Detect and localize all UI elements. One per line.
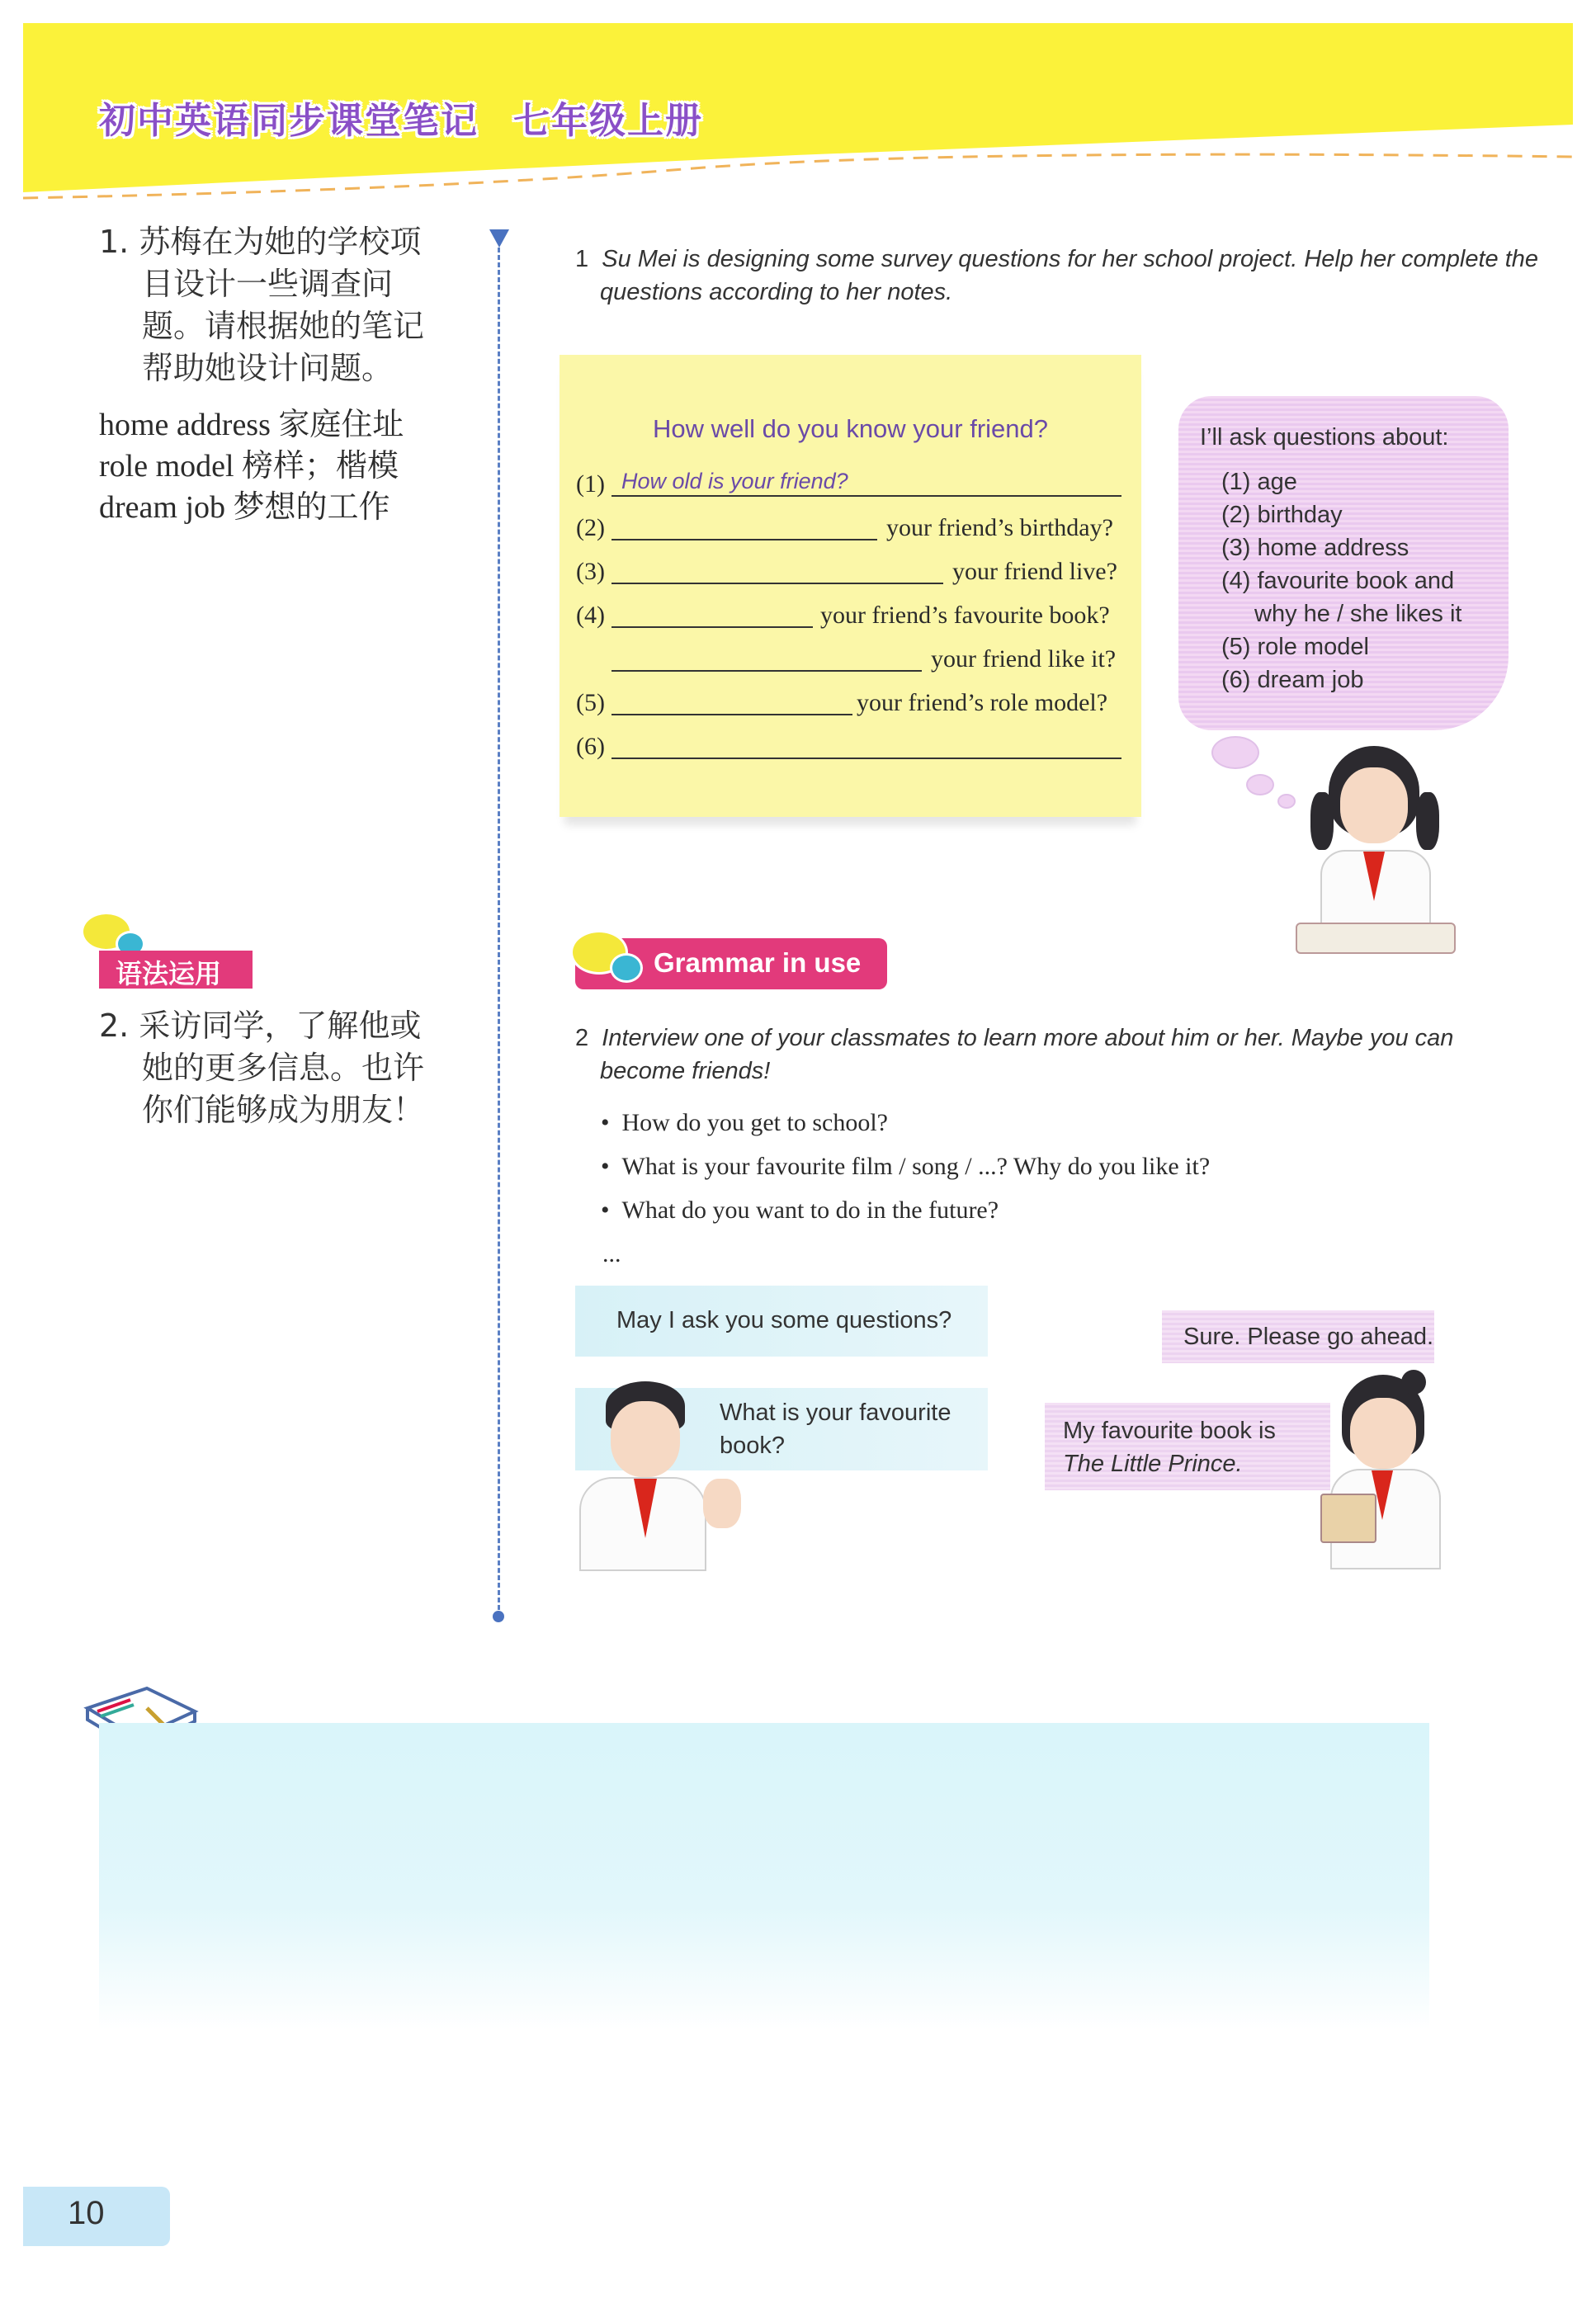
exercise1-instruction-line: questions according to her notes.: [600, 279, 953, 305]
notes-item: why he / she likes it: [1254, 601, 1462, 627]
task1-cn-line: 帮助她设计问题。: [142, 350, 394, 386]
dialogue-girl-bubble-1: [1162, 1310, 1434, 1363]
survey-item-number: (1): [576, 470, 605, 498]
survey-item-number: (4): [576, 602, 605, 629]
interview-questions: [601, 1101, 1210, 1276]
thought-dot: [1211, 736, 1259, 769]
survey-answer-blank[interactable]: [611, 558, 943, 584]
note-writing-area[interactable]: [99, 1723, 1429, 2030]
grammar-in-use-label: Grammar in use: [654, 947, 862, 978]
survey-item-tail: your friend’s favourite book?: [820, 602, 1110, 629]
dialogue-boy-bubble-1: [575, 1286, 988, 1357]
notes-thought-bubble: [1178, 396, 1509, 730]
task1-cn-instruction: [99, 221, 424, 389]
speech-bubble-small-icon: [610, 953, 643, 983]
column-divider: [498, 248, 500, 1617]
notes-list: [1221, 465, 1461, 696]
thought-dot: [1277, 794, 1296, 809]
notes-item: (5) role model: [1221, 634, 1369, 660]
glossary-item: home address 家庭住址: [99, 408, 404, 442]
task1-cn-line: 题。请根据她的笔记: [142, 308, 425, 344]
survey-answer-blank[interactable]: [611, 689, 852, 715]
survey-item-tail: your friend like it?: [931, 645, 1117, 673]
survey-item-number: (5): [576, 689, 605, 716]
survey-card: [560, 355, 1141, 817]
task2-cn-line: 2. 采访同学，了解他或: [99, 1008, 422, 1044]
boy-illustration: [571, 1380, 753, 1569]
dialogue-girl-line-2: My favourite book is The Little Prince.: [1063, 1418, 1276, 1477]
survey-answer-example: How old is your friend?: [621, 469, 848, 493]
notes-item: (3) home address: [1221, 535, 1409, 561]
survey-answer-blank[interactable]: [611, 514, 877, 540]
thought-dot: [1246, 774, 1274, 795]
grammar-badge-cn-label: 语法运用: [116, 958, 222, 989]
interview-question: • How do you get to school?: [601, 1109, 888, 1136]
survey-answer-blank[interactable]: [611, 470, 1121, 497]
exercise2-number: 2: [575, 1025, 589, 1051]
dialogue-girl-bubble-2: [1045, 1403, 1330, 1490]
survey-answer-blank[interactable]: [611, 645, 922, 672]
glossary-item: dream job 梦想的工作: [99, 490, 390, 525]
exercise1-instruction: [575, 243, 1549, 309]
exercise2-instruction-line: become friends!: [600, 1058, 771, 1084]
exercise1-number: 1: [575, 246, 589, 272]
survey-item-number: (3): [576, 558, 605, 585]
header-dashed-line: [23, 149, 1573, 215]
task2-cn-line: 你们能够成为朋友！: [142, 1092, 425, 1128]
glossary-item: role model 榜样；楷模: [99, 449, 399, 484]
survey-answer-blank[interactable]: [611, 602, 813, 628]
divider-arrow-icon: [489, 229, 509, 248]
survey-item-tail: your friend live?: [952, 558, 1117, 585]
grammar-badge-cn: [99, 951, 253, 989]
dialogue-girl-line-1: Sure. Please go ahead.: [1183, 1324, 1434, 1350]
notes-item: (2) birthday: [1221, 502, 1343, 528]
notes-heading: I’ll ask questions about:: [1200, 424, 1449, 451]
task2-cn-instruction: [99, 1005, 424, 1131]
grammar-in-use-badge: [575, 938, 887, 989]
dialogue-boy-line-2: What is your favourite book?: [720, 1399, 951, 1459]
notes-item: (6) dream job: [1221, 667, 1364, 693]
book-volume: 七年级上册: [513, 100, 703, 142]
girl-with-books-illustration: [1312, 1370, 1452, 1568]
interview-question: • What is your favourite film / song / ...? Why do you like it?: [601, 1153, 1211, 1180]
page-number: 10: [68, 2195, 105, 2231]
girl-thinking-illustration: [1296, 743, 1452, 957]
interview-question: • What do you want to do in the future?: [601, 1196, 999, 1224]
dialogue-boy-line-1: May I ask you some questions?: [616, 1307, 952, 1333]
interview-ellipsis: ...: [602, 1240, 621, 1267]
survey-item-tail: your friend’s birthday?: [886, 514, 1113, 541]
survey-item-number: (6): [576, 733, 605, 760]
survey-item-tail: your friend’s role model?: [857, 689, 1108, 716]
survey-title: How well do you know your friend?: [652, 414, 1049, 443]
book-title: 初中英语同步课堂笔记: [99, 100, 479, 142]
exercise2-instruction-line: 2 Interview one of your classmates to learn more about him or her. Maybe you can: [575, 1025, 1454, 1051]
notes-item: (4) favourite book and: [1221, 568, 1455, 594]
divider-dot: [493, 1611, 504, 1622]
survey-item-number: (2): [576, 514, 605, 541]
glossary: [99, 404, 404, 528]
task1-cn-line: 目设计一些调查问: [142, 266, 394, 302]
exercise2-instruction: [575, 1022, 1549, 1088]
exercise1-instruction-line: 1 Su Mei is designing some survey questions for her school project. Help her complete the: [575, 246, 1539, 272]
task2-cn-line: 她的更多信息。也许: [142, 1050, 425, 1086]
notes-item: (1) age: [1221, 469, 1297, 495]
task1-cn-line: 1. 苏梅在为她的学校项: [99, 224, 422, 260]
survey-answer-blank[interactable]: [611, 733, 1121, 759]
